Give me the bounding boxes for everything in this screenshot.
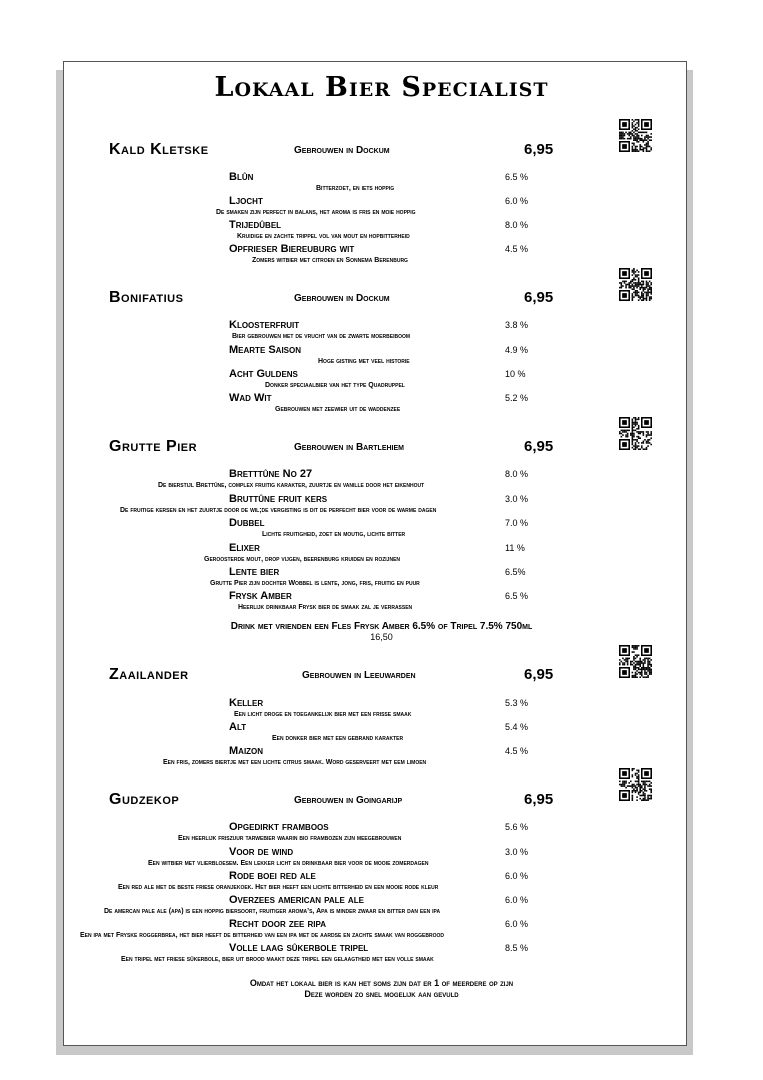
section-price: 6,95 xyxy=(524,791,554,808)
beer-name: Overzees american pale ale xyxy=(229,894,364,906)
beer-abv: 8.5 % xyxy=(505,943,529,953)
section-title: Kald Kletske xyxy=(109,141,209,158)
qr-code-icon xyxy=(619,768,652,801)
beer-description: De smaken zijn perfect in balans, het aroma is fris en moie hoppig xyxy=(216,209,416,216)
beer-name: Alt xyxy=(229,721,247,733)
beer-description: Een licht droge en toegankelijk bier met een frisse smaak xyxy=(234,711,412,718)
beer-name: Opfrieser Biereuburg wit xyxy=(229,243,355,255)
section-title: Grutte Pier xyxy=(109,438,198,455)
section-brewery: Gebrouwen in Leeuwarden xyxy=(302,670,416,681)
section-title: Bonifatius xyxy=(109,289,184,306)
beer-abv: 6.0 % xyxy=(505,919,529,929)
beer-description: Een red ale met de beste friese oranjekoek. Het bier heeft een lichte bitterheid en een mooie rode kleur xyxy=(118,884,439,891)
beer-name: Kloosterfruit xyxy=(229,319,300,331)
beer-name: Bruttûne fruit kers xyxy=(229,493,328,505)
beer-description: Een witbier met vlierbloesem. Een lekker licht en drinkbaar bier voor de mooie zomerdagen xyxy=(148,860,429,867)
footer-note: Omdat het lokaal bier is kan het soms zijn dat er 1 of meerdere op zijn xyxy=(249,978,514,988)
section-brewery: Gebrouwen in Dockum xyxy=(294,293,390,304)
beer-name: Blûn xyxy=(229,171,254,183)
beer-description: Een ipa met Fryske roggerbrea, het bier heeft de bitterheid van een ipa met de aardse en zachte smaak van roggebrood xyxy=(80,932,444,939)
beer-description: Gebrouwen met zeewier uit de waddenzee xyxy=(275,406,401,413)
beer-abv: 6.5 % xyxy=(505,172,529,182)
beer-description: Een fris, zomers biertje met een lichte citrus smaak. Word geserveert met eem limoen xyxy=(163,759,427,766)
beer-abv: 6.0 % xyxy=(505,895,529,905)
beer-description: Zomers witbier met citroen en Sonnema Berenburg xyxy=(252,257,408,264)
beer-description: Kruidige en zachte trippel vol van mout en hopbitterheid xyxy=(237,233,410,240)
beer-abv: 6.0 % xyxy=(505,196,529,206)
beer-name: Acht Guldens xyxy=(229,368,298,380)
beer-description: Grutte Pier zijn dochter Wobbel is lente, jong, fris, fruitig en puur xyxy=(210,580,420,587)
section-brewery: Gebrouwen in Dockum xyxy=(294,145,390,156)
qr-code-icon xyxy=(619,645,652,678)
beer-name: Opgedirkt framboos xyxy=(229,821,329,833)
section-brewery: Gebrouwen in Bartlehiem xyxy=(294,442,404,453)
section-price: 6,95 xyxy=(524,289,554,306)
section-title: Gudzekop xyxy=(109,791,180,808)
section-price: 6,95 xyxy=(524,666,554,683)
section-brewery: Gebrouwen in Goingarijp xyxy=(294,795,403,806)
beer-abv: 11 % xyxy=(505,543,525,553)
beer-abv: 7.0 % xyxy=(505,518,529,528)
beer-abv: 8.0 % xyxy=(505,220,529,230)
beer-name: Volle laag sûkerbole tripel xyxy=(229,942,369,954)
beer-description: Donker speciaalbier van het type Quadruppel xyxy=(265,382,405,389)
footer-note: Deze worden zo snel mogelijk aan gevuld xyxy=(304,989,459,999)
beer-abv: 8.0 % xyxy=(505,469,529,479)
beer-description: Een heerlijk friszuur tarwebier waarin bio frambozen zijn meegebrouwen xyxy=(178,835,402,842)
beer-abv: 4.5 % xyxy=(505,746,529,756)
beer-description: Bitterzoet, en iets hoppig xyxy=(316,185,395,192)
beer-abv: 6.5 % xyxy=(505,591,529,601)
beer-abv: 3.0 % xyxy=(505,494,529,504)
beer-abv: 6.5% xyxy=(505,567,526,577)
beer-name: Rode boei red ale xyxy=(229,870,316,882)
beer-name: Voor de wind xyxy=(229,846,294,858)
offer-line: Drink met vrienden een Fles Frysk Amber 6.5% of Tripel 7.5% 750ml xyxy=(230,621,533,632)
beer-name: Wad Wit xyxy=(229,392,272,404)
beer-name: Keller xyxy=(229,697,264,709)
beer-name: Frysk Amber xyxy=(229,590,292,602)
qr-code-icon xyxy=(619,417,652,450)
beer-abv: 5.3 % xyxy=(505,698,529,708)
section-title: Zaailander xyxy=(109,666,189,683)
beer-description: Lichte fruitigheid, zoet en moutig, lichte bitter xyxy=(262,531,406,538)
offer-price: 16,50 xyxy=(370,632,393,642)
qr-code-icon xyxy=(619,268,652,301)
beer-description: Een donker bier met een gebrand karakter xyxy=(272,735,404,742)
beer-abv: 3.8 % xyxy=(505,320,529,330)
beer-description: Hoge gisting met veel historie xyxy=(318,358,410,365)
beer-description: De amercan pale ale (apa) is een hoppig biersoort, fruitiger aroma’s, Apa is minder zwaar en bitter dan een ipa xyxy=(104,908,441,915)
beer-abv: 10 % xyxy=(505,369,526,379)
beer-description: Bier gebrouwen met de vrucht van de zwarte moerbeiboom xyxy=(232,333,411,340)
beer-description: Heerlijk drinkbaar Frysk bier de smaak zal je verrassen xyxy=(238,604,413,611)
beer-abv: 5.6 % xyxy=(505,822,529,832)
beer-name: Lente bier xyxy=(229,566,280,578)
menu-title: Lokaal Bier Specialist xyxy=(214,72,549,103)
beer-name: Maizon xyxy=(229,745,264,757)
beer-name: Mearte Saison xyxy=(229,344,302,356)
beer-abv: 3.0 % xyxy=(505,847,529,857)
qr-code-icon xyxy=(619,119,652,152)
beer-abv: 5.2 % xyxy=(505,393,529,403)
beer-name: Trijedûbel xyxy=(229,219,282,231)
beer-name: Recht door zee ripa xyxy=(229,918,326,930)
beer-name: Ljocht xyxy=(229,195,263,207)
beer-name: Elixer xyxy=(229,542,260,554)
beer-abv: 5.4 % xyxy=(505,722,529,732)
beer-abv: 4.9 % xyxy=(505,345,529,355)
beer-description: De fruitige kersen en het zuurtje door de wil;de vergisting is dit de perfecht bier voor de warme dagen xyxy=(120,507,437,514)
beer-description: Geroosterde mout, drop vijgen, beerenburg kruiden en rozijnen xyxy=(204,556,401,563)
beer-description: De bierstijl Brettûne, complex fruitig karakter, zuurtje en vanille door het eikenhout xyxy=(158,482,425,489)
beer-name: Bretttûne No 27 xyxy=(229,468,313,480)
section-price: 6,95 xyxy=(524,141,554,158)
beer-abv: 4.5 % xyxy=(505,244,529,254)
section-price: 6,95 xyxy=(524,438,554,455)
beer-description: Een tripel met friese sûkerbole, bier uit brood maakt deze tripel een gelaagtheid met een volle smaak xyxy=(121,956,434,963)
beer-name: Dubbel xyxy=(229,517,265,529)
beer-abv: 6.0 % xyxy=(505,871,529,881)
